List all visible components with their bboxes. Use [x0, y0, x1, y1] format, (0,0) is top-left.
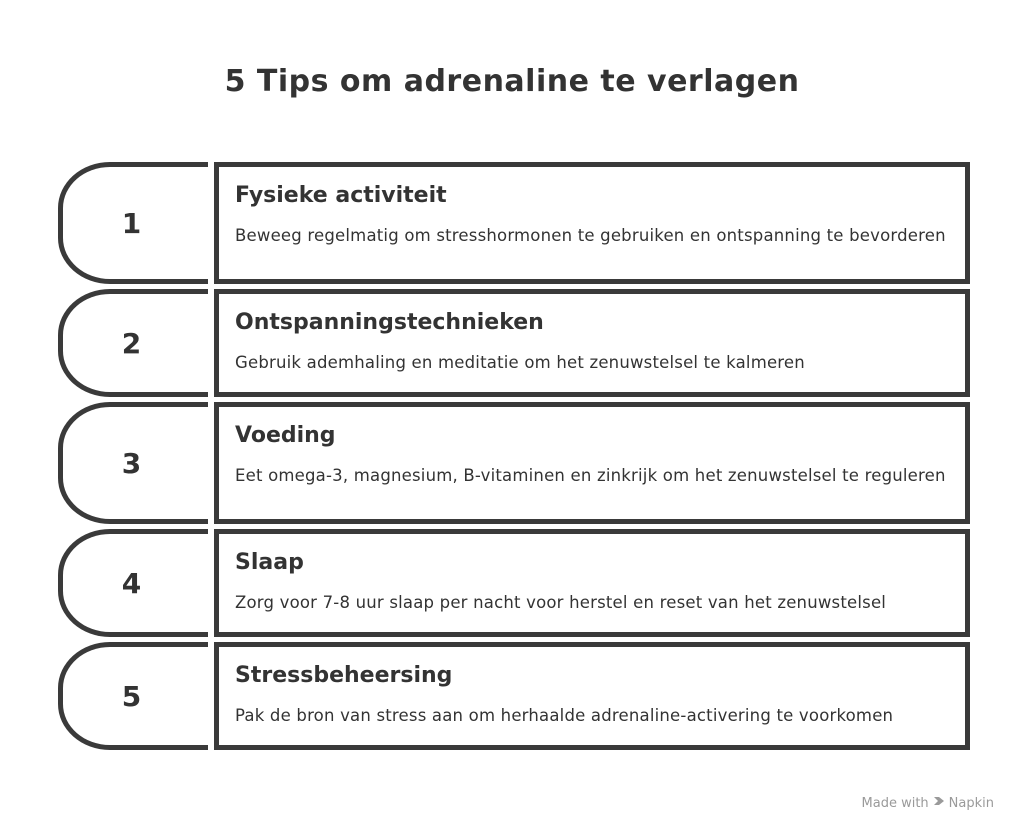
tip-description: Eet omega-3, magnesium, B-vitaminen en zinkrijk om het zenuwstelsel te reguleren	[235, 466, 946, 485]
credit-brand: Napkin	[948, 795, 994, 811]
tip-item-4	[58, 529, 970, 637]
tip-heading: Stressbeheersing	[235, 663, 453, 688]
tip-number: 1	[121, 206, 142, 240]
tip-number-tab	[58, 162, 208, 284]
tip-number: 4	[121, 566, 142, 600]
napkin-logo-icon	[933, 795, 945, 811]
tip-heading: Voeding	[235, 423, 336, 448]
tip-content-box	[214, 402, 970, 524]
tip-content-box	[214, 529, 970, 637]
tip-content-box	[214, 642, 970, 750]
tip-number-tab	[58, 289, 208, 397]
tip-description: Gebruik ademhaling en meditatie om het zenuwstelsel te kalmeren	[235, 353, 805, 372]
tip-heading: Ontspanningstechnieken	[235, 310, 544, 335]
page-title: 5 Tips om adrenaline te verlagen	[224, 64, 800, 99]
tip-item-2	[58, 289, 970, 397]
tip-description: Beweeg regelmatig om stresshormonen te gebruiken en ontspanning te bevorderen	[235, 226, 946, 245]
tip-description: Pak de bron van stress aan om herhaalde adrenaline-activering te voorkomen	[235, 706, 894, 725]
tip-number-tab	[58, 402, 208, 524]
tip-number: 2	[121, 326, 142, 360]
tip-content-box	[214, 289, 970, 397]
tip-heading: Slaap	[235, 550, 304, 575]
tip-number-tab	[58, 642, 208, 750]
tip-number-tab	[58, 529, 208, 637]
tip-heading: Fysieke activiteit	[235, 183, 447, 208]
tip-content-box	[214, 162, 970, 284]
made-with-credit[interactable]	[862, 795, 994, 811]
tip-number: 3	[121, 446, 142, 480]
tip-number: 5	[121, 679, 142, 713]
tip-item-3	[58, 402, 970, 524]
tip-description: Zorg voor 7-8 uur slaap per nacht voor herstel en reset van het zenuwstelsel	[235, 593, 887, 612]
credit-prefix: Made with	[861, 795, 929, 811]
tip-item-1	[58, 162, 970, 284]
tip-item-5	[58, 642, 970, 750]
